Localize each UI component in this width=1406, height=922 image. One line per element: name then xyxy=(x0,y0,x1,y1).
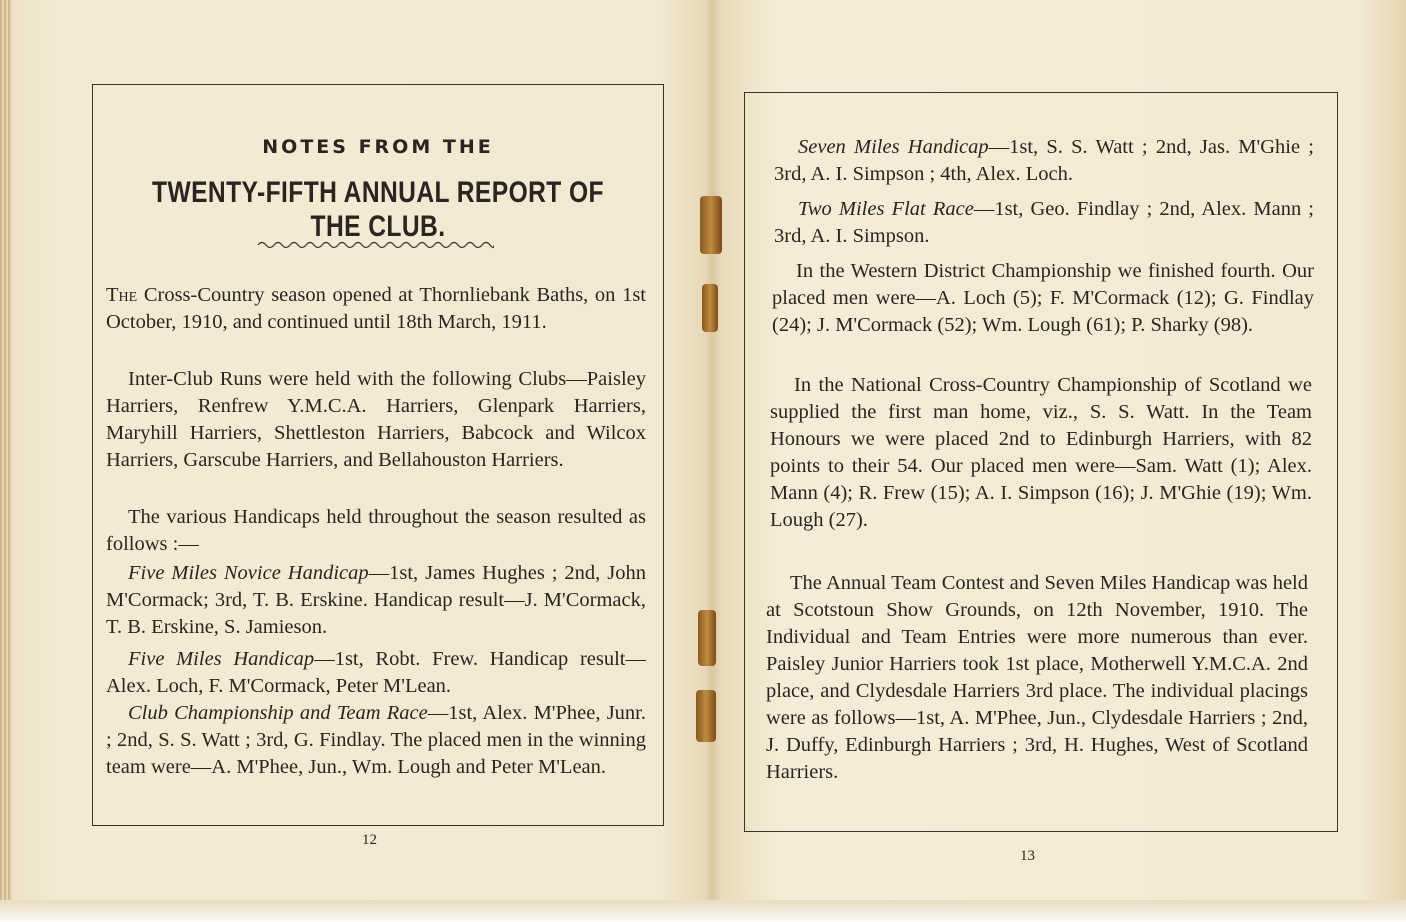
binding-stitch xyxy=(700,196,722,254)
binding-stitch xyxy=(698,610,716,666)
scan-bottom-edge xyxy=(0,900,1406,922)
page-heading-large: TWENTY-FIFTH ANNUAL REPORT OF THE CLUB. xyxy=(152,176,604,243)
race-title: Club Championship and Team Race xyxy=(128,702,428,724)
paragraph: Seven Miles Handicap—1st, S. S. Watt ; 2nd, Jas. M'Ghie ; 3rd, A. I. Simpson ; 4th, Alex. Loch. xyxy=(774,136,1314,185)
paragraph: The Cross-Country season opened at Thornliebank Baths, on 1st October, 1910, and continued until 18th March, 1911. xyxy=(106,284,646,333)
paragraph: Club Championship and Team Race—1st, Alex. M'Phee, Junr. ; 2nd, S. S. Watt ; 3rd, G. Findlay. The placed men in the winning team were—A. M'Phee, Jun., Wm. Lough and Peter M'Lean. xyxy=(106,702,646,778)
paragraph: Five Miles Novice Handicap—1st, James Hughes ; 2nd, John M'Cormack; 3rd, T. B. Erskine. Handicap result—J. M'Cormack, T. B. Erskine, S. Jamieson. xyxy=(106,562,646,638)
race-title: Seven Miles Handicap xyxy=(798,136,989,158)
paragraph: Two Miles Flat Race—1st, Geo. Findlay ; 2nd, Alex. Mann ; 3rd, A. I. Simpson. xyxy=(774,198,1315,247)
race-title: Five Miles Handicap xyxy=(128,648,315,670)
race-title: Five Miles Novice Handicap xyxy=(128,562,369,584)
paragraph: Inter-Club Runs were held with the following Clubs—Paisley Harriers, Renfrew Y.M.C.A. Harriers, Glenpark Harriers, Maryhill Harriers, Shettleston Harriers, Babcock and Wilcox Harriers, Garscube Harriers, and Bellahouston Harriers. xyxy=(106,368,646,471)
paragraph: In the Western District Championship we finished fourth. Our placed men were—A. Loch (5); F. M'Cormack (12); G. Findlay (24); J. M'Cormack (52); Wm. Lough (61); P. Sharky (98). xyxy=(772,260,1314,336)
paragraph: Five Miles Handicap—1st, Robt. Frew. Handicap result—Alex. Loch, F. M'Cormack, Peter M'Lean. xyxy=(106,648,646,697)
page-edges xyxy=(0,0,12,922)
race-title: Two Miles Flat Race xyxy=(798,198,974,220)
paragraph: In the National Cross-Country Championship of Scotland we supplied the first man home, viz., S. S. Watt. In the Team Honours we were placed 2nd to Edinburgh Harriers, with 82 points to their 54. Our placed men were—Sam. Watt (1); Alex. Mann (4); R. Frew (15); A. I. Simpson (16); J. M'Ghie (19); Wm. Lough (27). xyxy=(770,374,1312,531)
page-number: 13 xyxy=(1020,848,1035,864)
binding-stitch xyxy=(696,690,716,742)
paragraph: The Annual Team Contest and Seven Miles Handicap was held at Scotstoun Show Grounds, on 12th November, 1910. The Individual and Team Entries were more numerous than ever. Paisley Junior Harriers took 1st place, Motherwell Y.M.C.A. 2nd place, and Clydesdale Harriers 3rd place. The individual placings were as follows—1st, A. M'Phee, Jun., Clydesdale Harriers ; 2nd, J. Duffy, Edinburgh Harriers ; 3rd, H. Hughes, West of Scotland Harriers. xyxy=(766,572,1308,783)
page-number: 12 xyxy=(362,832,377,848)
paragraph: The various Handicaps held throughout the season resulted as follows :— xyxy=(106,506,646,555)
drop-word: The xyxy=(106,284,138,306)
binding-stitch xyxy=(702,284,718,332)
wavy-rule-ornament xyxy=(258,238,494,252)
page-heading-small: NOTES FROM THE xyxy=(262,136,494,158)
